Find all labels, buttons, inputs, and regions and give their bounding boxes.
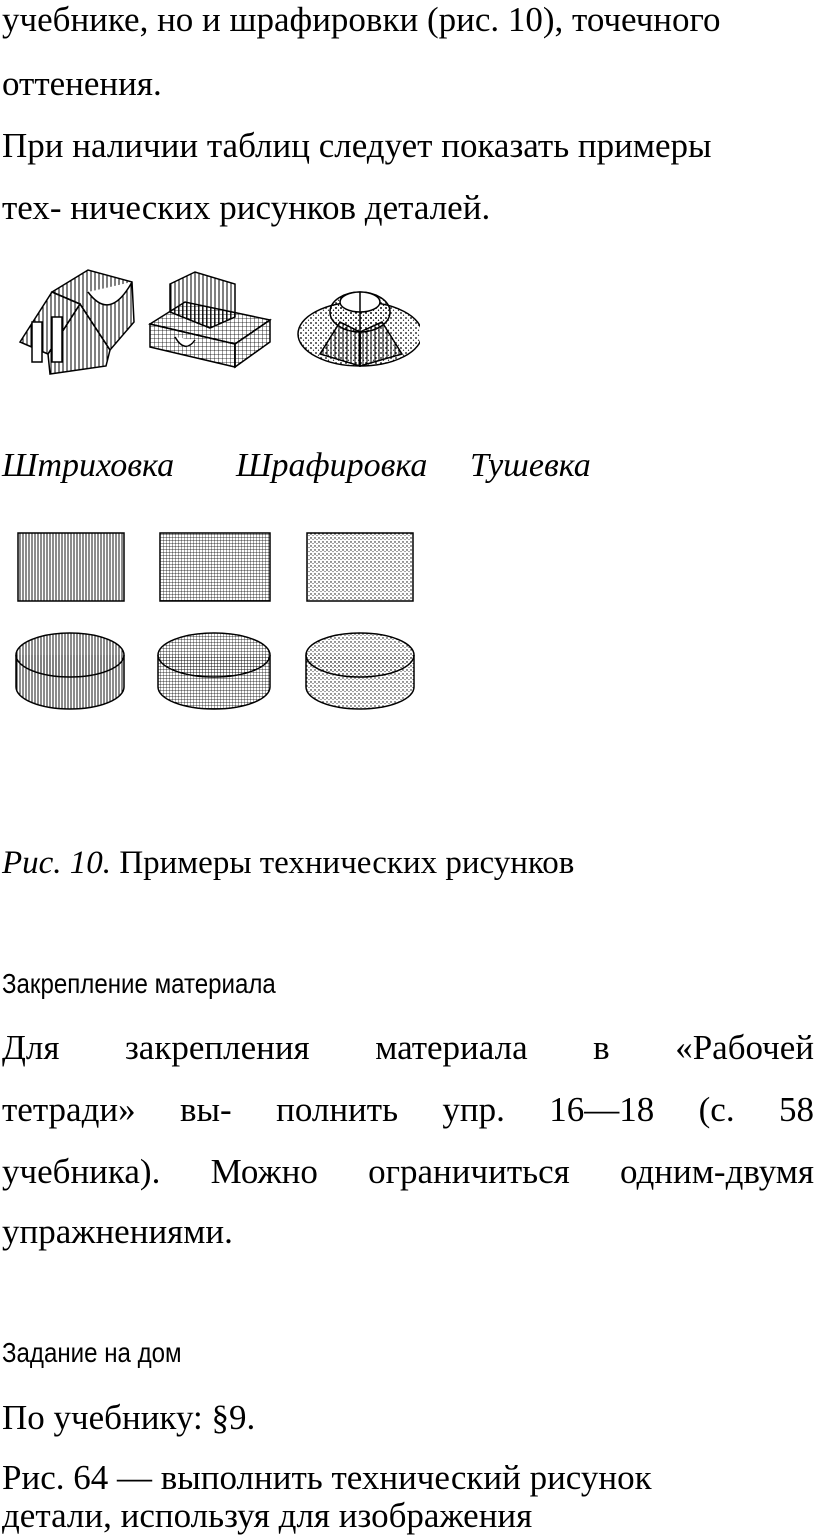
section1-row-1 <box>2 1030 814 1065</box>
section-heading-consolidation: Закрепление материала <box>2 968 276 999</box>
word: в <box>593 1028 610 1067</box>
intro-line-4: тех- нических рисунков деталей. <box>2 188 491 227</box>
word: 58 <box>778 1090 814 1129</box>
word: Для <box>2 1028 60 1067</box>
shtrikhovka-swatch <box>18 533 124 601</box>
word: Можно <box>210 1152 318 1191</box>
word: одним-двумя <box>620 1152 814 1191</box>
word: материала <box>375 1028 528 1067</box>
intro-line-2: оттенения. <box>2 64 162 103</box>
word: учебника). <box>2 1152 161 1191</box>
slotted-block-part-drawing <box>150 272 270 367</box>
word: тетради» <box>2 1090 136 1129</box>
label-shtrikhovka: Штриховка <box>2 447 175 484</box>
label-shrafirovka: Шрафировка <box>236 447 428 484</box>
shrafirovka-cylinder <box>158 633 270 709</box>
tushevka-cylinder <box>306 633 414 709</box>
figure-caption <box>2 845 574 882</box>
section1-row-3 <box>2 1154 814 1189</box>
section1-row-2 <box>2 1092 814 1127</box>
word: вы- <box>180 1090 232 1129</box>
word: «Рабочей <box>675 1028 814 1067</box>
flange-part-drawing <box>298 292 420 366</box>
homework-line-2: Рис. 64 — выполнить технический рисунок <box>2 1458 652 1497</box>
caption-text: Примеры технических рисунков <box>119 845 575 881</box>
word: полнить <box>276 1090 399 1129</box>
shrafirovka-swatch <box>160 533 270 601</box>
bracket-part-drawing <box>20 270 134 374</box>
shtrikhovka-cylinder <box>16 633 124 709</box>
word: закрепления <box>124 1028 310 1067</box>
caption-prefix: Рис. 10. <box>2 845 112 881</box>
word: упр. <box>442 1090 505 1129</box>
intro-line-1: учебнике, но и шрафировки (рис. 10), точечного <box>2 0 721 39</box>
word: ограничиться <box>368 1152 570 1191</box>
section1-row-4: упражнениями. <box>2 1212 233 1251</box>
homework-line-3: детали, используя для изображения <box>2 1496 533 1535</box>
word: (с. <box>698 1090 735 1129</box>
label-tushevka: Тушевка <box>470 447 591 484</box>
homework-line-1: По учебнику: §9. <box>2 1398 256 1437</box>
parts-drawings-figure <box>10 262 420 382</box>
intro-line-3: При наличии таблиц следует показать примеры <box>2 126 712 165</box>
section-heading-homework: Задание на дом <box>2 1337 182 1368</box>
tushevka-swatch <box>307 533 413 601</box>
shading-samples-figure <box>10 525 430 725</box>
word: 16—18 <box>549 1090 655 1129</box>
